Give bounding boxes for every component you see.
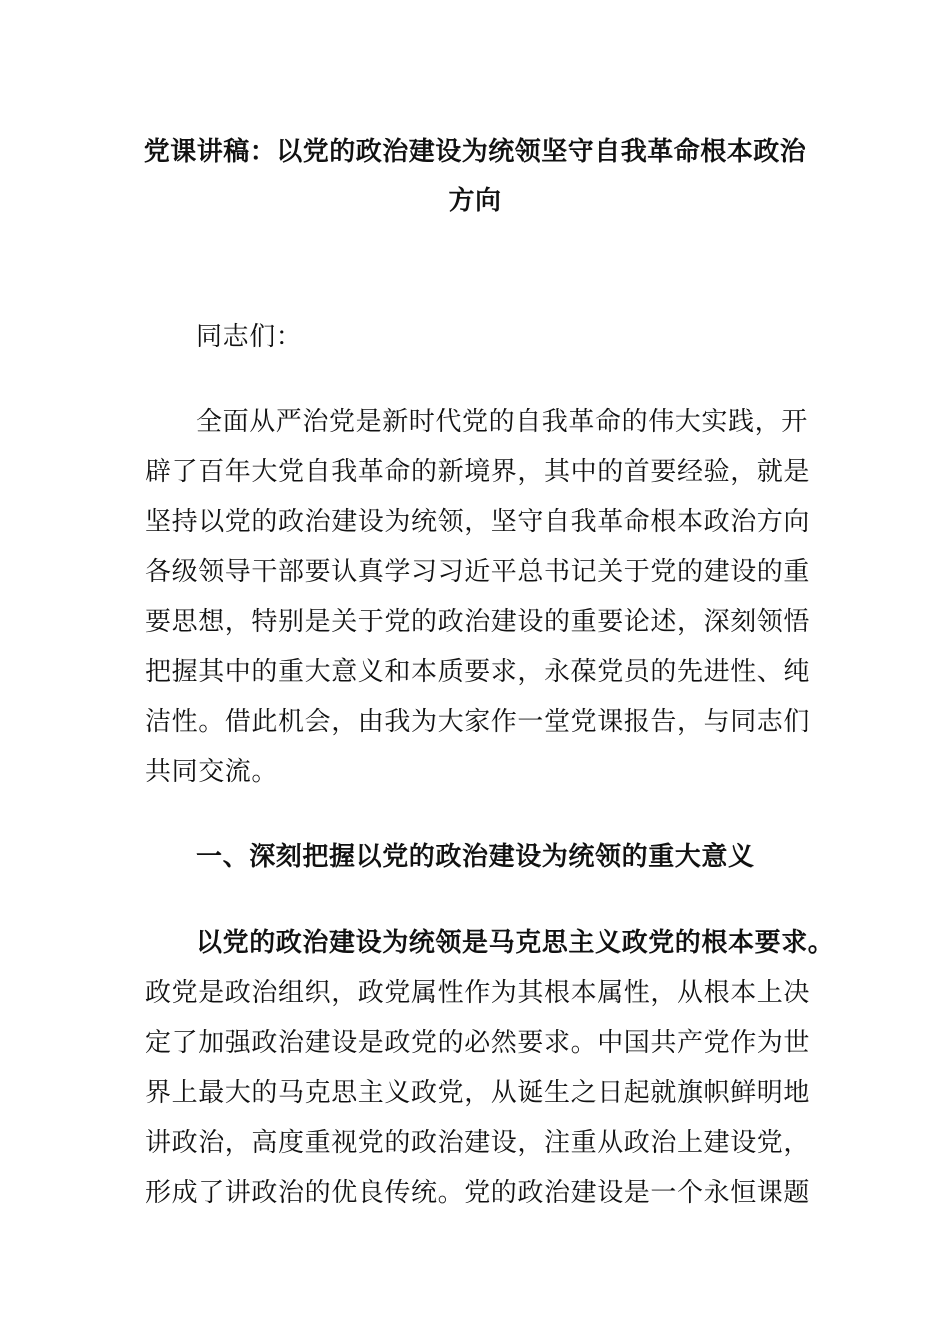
salutation: 同志们： xyxy=(196,322,303,352)
paragraph-1-line: 坚持以党的政治建设为统领，坚守自我革命根本政治方向 xyxy=(145,507,811,537)
document-title-line-2: 方向 xyxy=(448,186,502,216)
paragraph-1-line: 全面从严治党是新时代党的自我革命的伟大实践，开 xyxy=(196,407,808,437)
paragraph-2-line: 讲政治，高度重视党的政治建设，注重从政治上建设党， xyxy=(145,1128,811,1158)
paragraph-2-line: 政党是政治组织，政党属性作为其根本属性，从根本上决 xyxy=(145,978,811,1008)
paragraph-1-line: 各级领导干部要认真学习习近平总书记关于党的建设的重 xyxy=(145,557,811,587)
paragraph-2-line: 界上最大的马克思主义政党，从诞生之日起就旗帜鲜明地 xyxy=(145,1078,811,1108)
paragraph-2-lead: 以党的政治建设为统领是马克思主义政党的根本要求。 xyxy=(196,928,835,958)
paragraph-1-line: 洁性。借此机会，由我为大家作一堂党课报告，与同志们 xyxy=(145,707,811,737)
paragraph-1-line: 把握其中的重大意义和本质要求，永葆党员的先进性、纯 xyxy=(145,657,811,687)
document-title-line-1: 党课讲稿：以党的政治建设为统领坚守自我革命根本政治 xyxy=(143,137,807,167)
paragraph-2-line: 定了加强政治建设是政党的必然要求。中国共产党作为世 xyxy=(145,1028,811,1058)
paragraph-1-line: 共同交流。 xyxy=(145,757,279,787)
paragraph-1-line: 辟了百年大党自我革命的新境界，其中的首要经验，就是 xyxy=(145,457,811,487)
paragraph-2-line: 形成了讲政治的优良传统。党的政治建设是一个永恒课题 xyxy=(145,1178,811,1208)
section-1-heading: 一、深刻把握以党的政治建设为统领的重大意义 xyxy=(196,842,755,872)
paragraph-1-line: 要思想，特别是关于党的政治建设的重要论述，深刻领悟 xyxy=(145,607,811,637)
